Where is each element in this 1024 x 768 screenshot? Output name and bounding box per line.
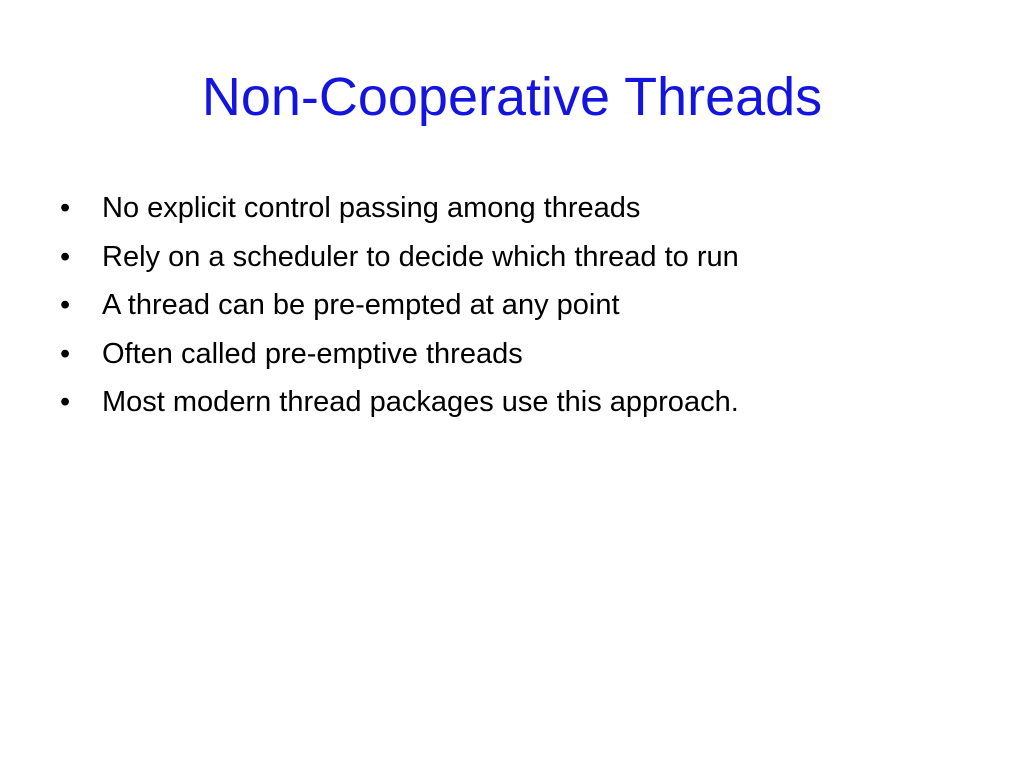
bullet-icon: • xyxy=(60,386,71,418)
bullet-item-4 xyxy=(58,330,958,379)
bullet-icon: • xyxy=(60,337,71,370)
slide-title: Non-Cooperative Threads xyxy=(201,67,823,127)
bullet-icon: • xyxy=(60,289,71,321)
bullet-list xyxy=(58,184,958,427)
bullet-item-5 xyxy=(58,378,958,427)
bullet-text: Often called pre-emptive threads xyxy=(102,337,523,370)
bullet-icon: • xyxy=(60,192,71,224)
bullet-item-1 xyxy=(58,184,958,233)
bullet-text: No explicit control passing among threads xyxy=(102,192,641,224)
bullet-icon: • xyxy=(60,240,71,273)
bullet-text: Rely on a scheduler to decide which thread to run xyxy=(102,240,739,273)
bullet-text: Most modern thread packages use this approach. xyxy=(102,386,739,418)
bullet-item-3 xyxy=(58,281,958,330)
bullet-item-2 xyxy=(58,233,958,282)
bullet-text: A thread can be pre-empted at any point xyxy=(102,289,620,321)
